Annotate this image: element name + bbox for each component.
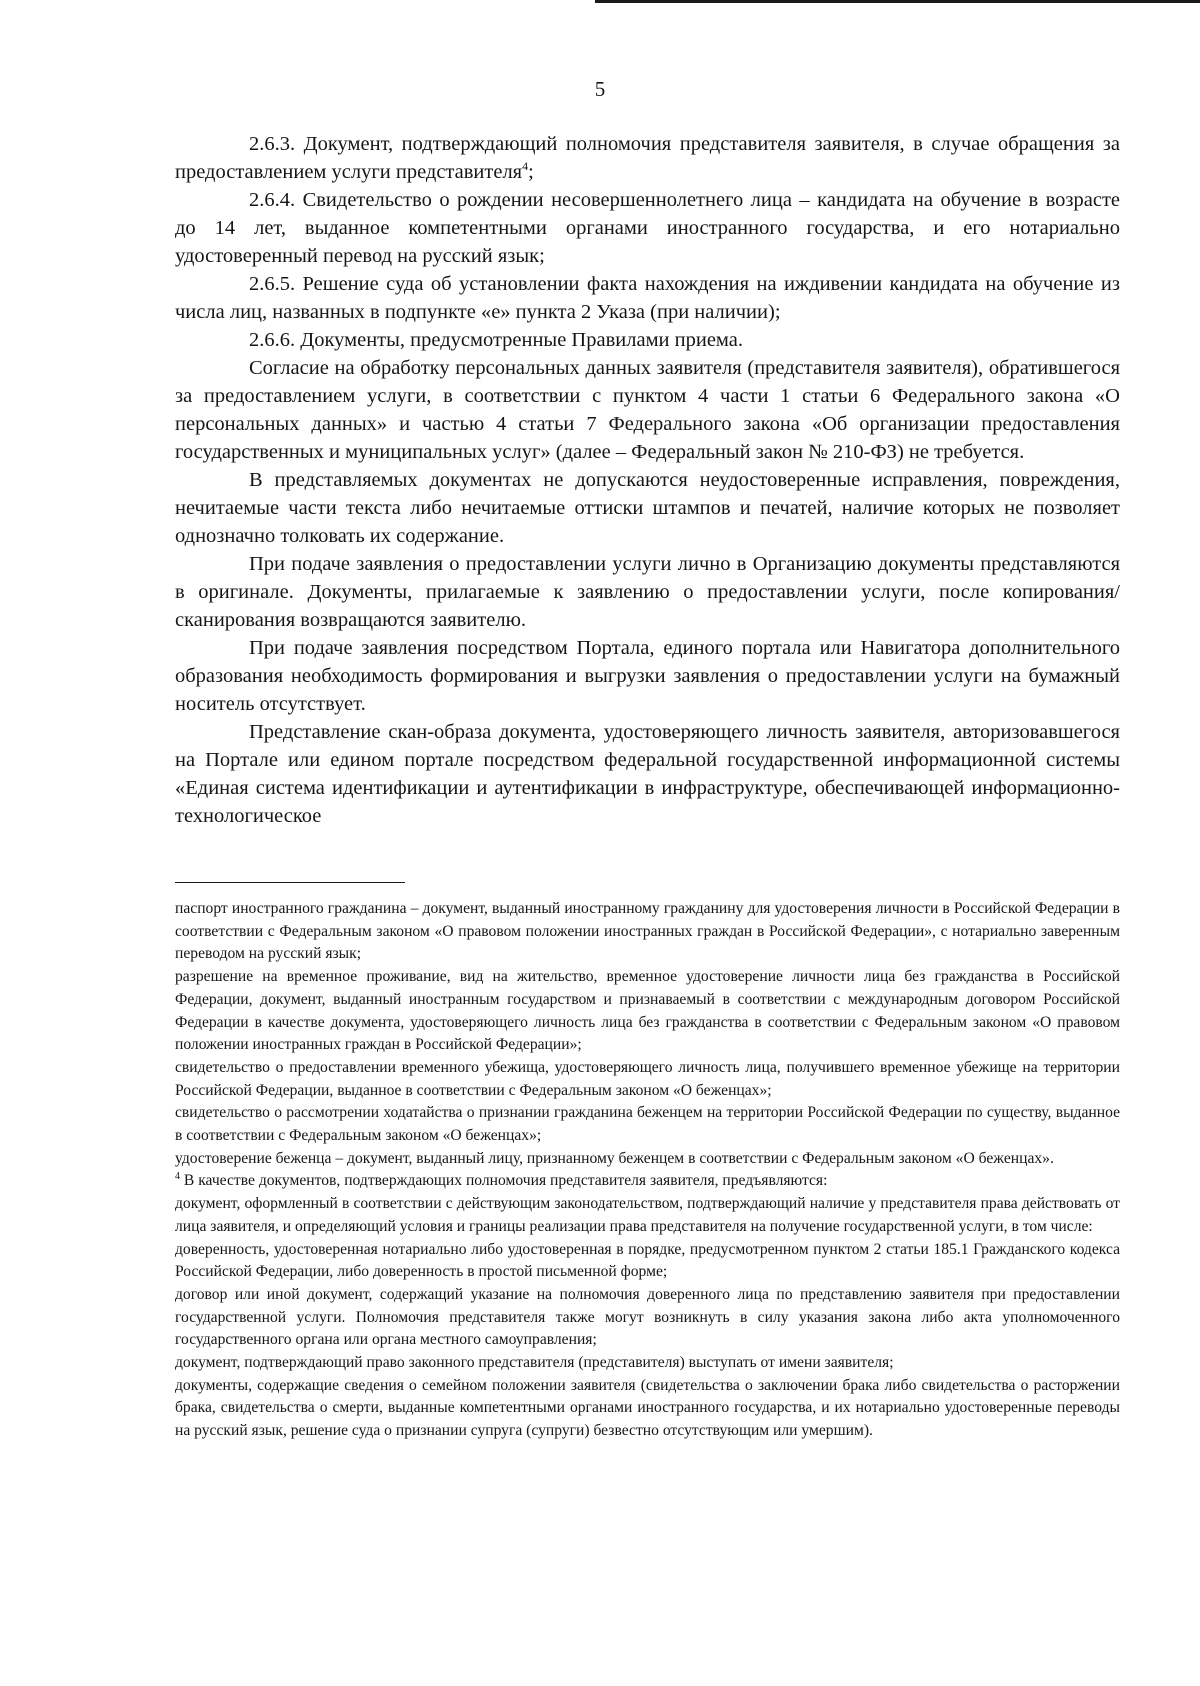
paragraph-tail: ;	[528, 161, 534, 183]
paragraph-2-6-4: 2.6.4. Свидетельство о рождении несовершеннолетнего лица – кандидата на обучение в возрасте до 14 лет, выданное компетентными органами иностранного государства, и его нотариально удостоверенный перевод на русский язык;	[175, 189, 1120, 267]
footnote-item: свидетельство о рассмотрении ходатайства о признании гражданина беженцем на территории Российской Федерации по существу, выданное в соответствии с Федеральным законом «О беженцах»;	[175, 1104, 1120, 1145]
footnote-text: В качестве документов, подтверждающих полномочия представителя заявителя, предъявляются:	[180, 1172, 828, 1190]
footnotes	[175, 898, 1120, 1443]
footnote-marker: 4	[175, 1171, 180, 1183]
footnote-item: разрешение на временное проживание, вид на жительство, временное удостоверение личности лица без гражданства в Российской Федерации, документ, выданный иностранным государством и признаваемый в соответствии с международным договором Российской Федерации в качестве документа, удостоверяющего личность лица без гражданства в соответствии с Федеральным законом «О правовом положении иностранных граждан в Российской Федерации»;	[175, 968, 1120, 1054]
paragraph-2-6-5: 2.6.5. Решение суда об установлении факта нахождения на иждивении кандидата на обучение из числа лиц, названных в подпункте «е» пункта 2 Указа (при наличии);	[175, 273, 1120, 323]
footnote-item: доверенность, удостоверенная нотариально либо удостоверенная в порядке, предусмотренном пунктом 2 статьи 185.1 Гражданского кодекса Российской Федерации, либо доверенность в простой письменной форме;	[175, 1240, 1120, 1281]
footnote-item: паспорт иностранного гражданина – документ, выданный иностранному гражданину для удостоверения личности в Российской Федерации в соответствии с Федеральным законом «О правовом положении иностранных граждан в Российской Федерации», с нотариально заверенным переводом на русский язык;	[175, 900, 1120, 963]
top-border-line	[595, 0, 1200, 3]
footnote-reference: 4	[522, 159, 529, 174]
paragraph-corrections: В представляемых документах не допускаются неудостоверенные исправления, повреждения, нечитаемые части текста либо нечитаемые оттиски штампов и печатей, наличие которых не позволяет однозначно толковать их содержание.	[175, 469, 1120, 547]
footnote-item: документ, подтверждающий право законного представителя (представителя) выступать от имени заявителя;	[175, 1354, 894, 1372]
footnote-item: свидетельство о предоставлении временного убежища, удостоверяющего личность лица, получившего временное убежище на территории Российской Федерации, выданное в соответствии с Федеральным законом «О беженцах»;	[175, 1058, 1120, 1099]
paragraph-consent: Согласие на обработку персональных данных заявителя (представителя заявителя), обратившегося за предоставлением услуги, в соответствии с пунктом 4 части 1 статьи 6 Федерального закона «О персональных данных» и частью 4 статьи 7 Федерального закона «Об организации предоставления государственных и муниципальных услуг» (далее – Федеральный закон № 210-ФЗ) не требуется.	[175, 357, 1120, 463]
paragraph-in-person: При подаче заявления о предоставлении услуги лично в Организацию документы представляются в оригинале. Документы, прилагаемые к заявлению о предоставлении услуги, после копирования/сканирования возвращаются заявителю.	[175, 553, 1120, 631]
footnote-item: документы, содержащие сведения о семейном положении заявителя (свидетельства о заключении брака либо свидетельства о расторжении брака, свидетельства о смерти, выданные компетентными органами иностранного государства, и их нотариально удостоверенные переводы на русский язык, решение суда о признании супруга (супруги) безвестно отсутствующим или умершим).	[175, 1376, 1120, 1440]
page-number: 5	[594, 77, 606, 101]
paragraph-2-6-3	[175, 130, 1120, 186]
footnote-item: удостоверение беженца – документ, выданный лицу, признанному беженцем в соответствии с Федеральным законом «О беженцах».	[175, 1149, 1054, 1167]
paragraph-scan-image: Представление скан-образа документа, удостоверяющего личность заявителя, авторизовавшегося на Портале или едином портале посредством федеральной государственной информационной системы «Единая система идентификации и аутентификации в инфраструктуре, обеспечивающей информационно-технологическое	[175, 721, 1120, 827]
paragraph-2-6-6: 2.6.6. Документы, предусмотренные Правилами приема.	[249, 329, 743, 351]
footnote-separator	[175, 882, 405, 883]
footnote-4	[175, 1170, 1120, 1193]
main-text	[175, 130, 1120, 830]
paragraph-text: 2.6.3. Документ, подтверждающий полномочия представителя заявителя, в случае обращения за предоставлением услуги представителя	[175, 133, 1120, 183]
footnote-item: документ, оформленный в соответствии с действующим законодательством, подтверждающий наличие у представителя права действовать от лица заявителя, и определяющий условия и границы реализации права представителя на получение государственной услуги, в том числе:	[175, 1195, 1120, 1235]
footnote-item: договор или иной документ, содержащий указание на полномочия доверенного лица по представлению заявителя при предоставлении государственной услуги. Полномочия представителя также могут возникнуть в силу указания закона либо акта уполномоченного государственного органа или органа местного самоуправления;	[175, 1285, 1120, 1349]
paragraph-portal: При подаче заявления посредством Портала, единого портала или Навигатора дополнительного образования необходимость формирования и выгрузки заявления о предоставлении услуги на бумажный носитель отсутствует.	[175, 637, 1120, 715]
